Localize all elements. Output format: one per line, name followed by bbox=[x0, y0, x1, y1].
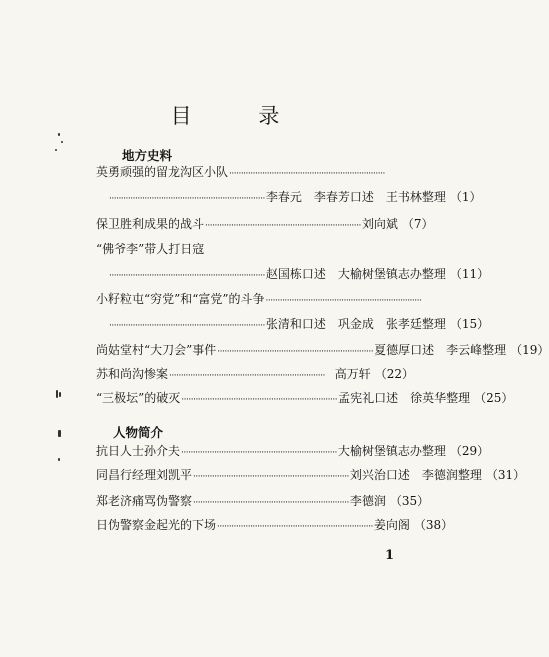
scan-speck bbox=[56, 390, 58, 398]
entry-author: 刘向斌 bbox=[361, 217, 398, 231]
toc-entry-6 bbox=[96, 365, 414, 383]
dot-leader: ·································································· bbox=[193, 472, 349, 482]
entry-page: （19） bbox=[510, 343, 549, 357]
dot-leader: ·································································· bbox=[265, 296, 422, 306]
entry-title: “三极坛”的破灭 bbox=[96, 391, 181, 405]
entry-page: （1） bbox=[449, 190, 482, 204]
scan-speck bbox=[61, 141, 63, 143]
entry-title: 同昌行经理刘凯平 bbox=[96, 468, 193, 482]
toc-entry-11 bbox=[96, 516, 454, 534]
dot-leader: ·································································· bbox=[109, 271, 265, 281]
entry-title: 苏和尚沟惨案 bbox=[96, 367, 169, 381]
dot-leader: ·································································· bbox=[109, 321, 265, 331]
entry-author: 赵国栋口述 大榆树堡镇志办整理 bbox=[265, 267, 446, 281]
entry-page: （35） bbox=[389, 494, 430, 508]
entry-page: （31） bbox=[485, 468, 526, 482]
entry-page: （22） bbox=[374, 367, 414, 381]
entry-title: 英勇顽强的留龙沟区小队 bbox=[96, 165, 229, 179]
entry-author: 张清和口述 巩金成 张孝廷整理 bbox=[265, 317, 446, 331]
dot-leader: ·································································· bbox=[193, 498, 349, 508]
entry-page: （38） bbox=[413, 518, 454, 532]
entry-author: 姜向阁 bbox=[373, 518, 410, 532]
dot-leader: ·································································· bbox=[181, 395, 338, 405]
scan-speck bbox=[58, 430, 61, 437]
entry-page: （25） bbox=[474, 391, 514, 405]
entry-page: （29） bbox=[449, 444, 490, 458]
entry-title: 郑老济痛骂伪警察 bbox=[96, 494, 193, 508]
dot-leader: ·································································· bbox=[109, 194, 265, 204]
scan-speck bbox=[55, 149, 57, 151]
entry-title: 小籽粒屯“穷党”和“富党”的斗争 bbox=[96, 292, 265, 306]
scan-speck bbox=[58, 458, 60, 461]
section-heading-local-history: 地方史料 bbox=[122, 148, 173, 163]
dot-leader: ·································································· bbox=[181, 448, 337, 458]
scan-speck bbox=[58, 133, 60, 136]
page-title: 目 录 bbox=[170, 104, 310, 128]
toc-entry-8 bbox=[96, 442, 490, 460]
scan-speck bbox=[59, 392, 61, 397]
entry-page: （11） bbox=[449, 267, 490, 281]
toc-entry-1-title bbox=[96, 163, 414, 181]
toc-entry-3-title bbox=[96, 240, 414, 258]
entry-author: 高万轩 bbox=[334, 367, 371, 381]
entry-title: “佛爷李”带人打日寇 bbox=[96, 242, 205, 256]
entry-title: 抗日人士孙介夫 bbox=[96, 444, 181, 458]
entry-title: 尚姑堂村“大刀会”事件 bbox=[96, 343, 217, 357]
dot-leader: ·································································· bbox=[169, 371, 325, 381]
toc-entry-10 bbox=[96, 492, 430, 510]
toc-entry-3-credit bbox=[108, 265, 490, 283]
dot-leader: ·································································· bbox=[205, 221, 361, 231]
toc-entry-2 bbox=[96, 215, 434, 233]
entry-page: （7） bbox=[401, 217, 434, 231]
entry-author: 大榆树堡镇志办整理 bbox=[337, 444, 446, 458]
toc-entry-4-credit bbox=[108, 315, 490, 333]
section-heading-profiles: 人物简介 bbox=[113, 425, 164, 440]
entry-author: 刘兴治口述 李德润整理 bbox=[349, 468, 482, 482]
toc-entry-1-credit bbox=[108, 188, 482, 206]
entry-author: 孟宪礼口述 徐英华整理 bbox=[338, 391, 471, 405]
entry-author: 夏德厚口述 李云峰整理 bbox=[374, 343, 507, 357]
entry-title: 保卫胜利成果的战斗 bbox=[96, 217, 205, 231]
entry-author: 李春元 李春芳口述 王书林整理 bbox=[265, 190, 446, 204]
dot-leader: ·································································· bbox=[217, 522, 373, 532]
entry-author: 李德润 bbox=[349, 494, 386, 508]
toc-entry-9 bbox=[96, 466, 526, 484]
toc-entry-7 bbox=[96, 389, 514, 407]
page-number: 1 bbox=[385, 548, 395, 563]
dot-leader: ·································································· bbox=[217, 347, 374, 357]
dot-leader: ·································································· bbox=[229, 169, 385, 179]
entry-title: 日伪警察金起光的下场 bbox=[96, 518, 217, 532]
toc-entry-4-title bbox=[96, 290, 422, 308]
toc-entry-5 bbox=[96, 341, 549, 359]
entry-page: （15） bbox=[449, 317, 490, 331]
